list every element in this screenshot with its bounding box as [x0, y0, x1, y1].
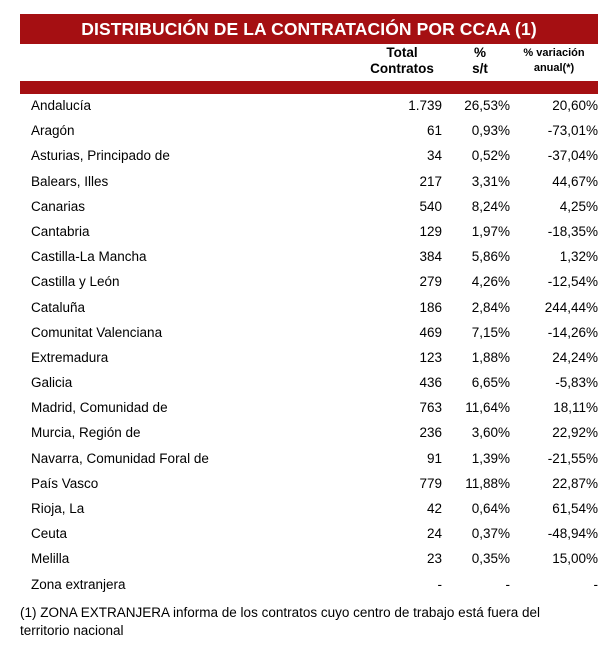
annual-variation: 24,24%: [552, 349, 598, 365]
region-name: Comunitat Valenciana: [31, 324, 163, 340]
total-contracts: 24: [426, 526, 442, 542]
total-contracts: 384: [419, 249, 442, 265]
region-name: Cantabria: [31, 223, 90, 239]
table-row: [20, 244, 598, 269]
annual-variation: 61,54%: [552, 501, 598, 516]
percent-share: 8,24%: [471, 198, 510, 214]
region-name: Balears, Illes: [31, 173, 109, 189]
region-name: Navarra, Comunidad Foral de: [31, 450, 209, 466]
annual-variation: -73,01%: [547, 123, 598, 139]
table-row: [20, 169, 598, 194]
region-name: Cataluña: [31, 299, 86, 315]
header-total-line1: Total: [386, 45, 418, 60]
percent-share: 0,37%: [471, 526, 510, 542]
region-name: País Vasco: [31, 475, 99, 491]
annual-variation: -5,83%: [555, 375, 598, 391]
table-row: [20, 320, 598, 345]
region-name: Castilla-La Mancha: [31, 249, 147, 265]
header-pct-line2: s/t: [472, 61, 488, 76]
region-name: Aragón: [31, 123, 75, 139]
total-contracts: 23: [426, 551, 442, 567]
percent-share: 5,86%: [471, 249, 510, 265]
region-name: Galicia: [31, 375, 73, 391]
annual-variation: 22,87%: [552, 475, 598, 491]
region-name: Extremadura: [31, 349, 109, 365]
annual-variation: 44,67%: [552, 173, 598, 189]
annual-variation: 1,32%: [559, 249, 598, 265]
region-name: Asturias, Principado de: [31, 148, 170, 164]
table-row: [20, 345, 598, 370]
annual-variation: -48,94%: [547, 526, 598, 542]
table-row: [20, 269, 598, 294]
table-row: [20, 420, 598, 445]
table-row: [20, 572, 598, 597]
total-contracts: -: [437, 576, 442, 592]
header-pct-line1: %: [473, 45, 486, 60]
percent-share: 0,93%: [471, 123, 510, 139]
percent-share: 11,64%: [465, 400, 510, 416]
table-row: [20, 446, 598, 471]
annual-variation: -21,55%: [547, 450, 598, 466]
annual-variation: -37,04%: [547, 148, 598, 164]
total-contracts: 279: [419, 274, 442, 290]
total-contracts: 42: [426, 501, 442, 516]
annual-variation: 244,44%: [544, 299, 598, 315]
percent-share: 3,60%: [471, 425, 510, 441]
table-title: DISTRIBUCIÓN DE LA CONTRATACIÓN POR CCAA (1): [20, 14, 598, 44]
percent-share: 0,52%: [471, 148, 510, 164]
total-contracts: 217: [419, 173, 442, 189]
annual-variation: 22,92%: [552, 425, 598, 441]
annual-variation: 20,60%: [552, 98, 598, 113]
percent-share: 6,65%: [471, 375, 510, 391]
table-row: [20, 219, 598, 244]
region-name: Madrid, Comunidad de: [31, 400, 168, 416]
header-total-line2: Contratos: [370, 61, 434, 76]
total-contracts: 469: [419, 324, 442, 340]
percent-share: 3,31%: [471, 173, 510, 189]
percent-share: 1,97%: [471, 223, 510, 239]
region-name: Canarias: [31, 198, 86, 214]
footnote: (1) ZONA EXTRANJERA informa de los contratos cuyo centro de trabajo está fuera del territorio nacional: [20, 605, 540, 638]
annual-variation: 18,11%: [553, 400, 598, 416]
percent-share: 26,53%: [464, 98, 510, 113]
table-row: [20, 93, 598, 118]
region-name: Rioja, La: [31, 501, 85, 516]
table-row: [20, 143, 598, 168]
header-annual-variation: [514, 46, 594, 76]
percent-share: 1,88%: [471, 349, 510, 365]
region-name: Zona extranjera: [31, 576, 126, 592]
total-contracts: 436: [419, 375, 442, 391]
annual-variation: -12,54%: [547, 274, 598, 290]
percent-share: 2,84%: [471, 299, 510, 315]
region-name: Andalucía: [31, 98, 92, 113]
total-contracts: 91: [426, 450, 442, 466]
annual-variation: 15,00%: [552, 551, 598, 567]
region-name: Castilla y León: [31, 274, 120, 290]
total-contracts: 129: [419, 223, 442, 239]
header-var-line2: anual(*): [533, 62, 575, 74]
total-contracts: 186: [419, 299, 442, 315]
region-table-body: [20, 93, 598, 597]
region-name: Melilla: [31, 551, 70, 567]
percent-share: 0,64%: [471, 501, 510, 516]
total-contracts: 1.739: [408, 98, 442, 113]
total-contracts: 779: [419, 475, 442, 491]
region-name: Murcia, Región de: [31, 425, 141, 441]
table-row: [20, 295, 598, 320]
table-row: [20, 118, 598, 143]
percent-share: 11,88%: [465, 475, 510, 491]
header-var-line1: % variación: [523, 47, 585, 59]
annual-variation: -14,26%: [547, 324, 598, 340]
annual-variation: -: [593, 576, 598, 592]
percent-share: 7,15%: [471, 324, 510, 340]
annual-variation: 4,25%: [559, 198, 598, 214]
header-total-contracts: [362, 45, 442, 77]
region-name: Ceuta: [31, 526, 68, 542]
percent-share: 0,35%: [471, 551, 510, 567]
table-row: [20, 521, 598, 546]
table-row: [20, 496, 598, 521]
total-contracts: 34: [426, 148, 442, 164]
percent-share: 1,39%: [471, 450, 510, 466]
percent-share: -: [505, 576, 510, 592]
total-contracts: 123: [419, 349, 442, 365]
total-contracts: 236: [419, 425, 442, 441]
header-percent-share: [460, 45, 500, 77]
total-contracts: 763: [419, 400, 442, 416]
table-row: [20, 194, 598, 219]
table-row: [20, 395, 598, 420]
total-contracts: 540: [419, 198, 442, 214]
total-contracts: 61: [426, 123, 442, 139]
table-row: [20, 471, 598, 496]
percent-share: 4,26%: [471, 274, 510, 290]
table-row: [20, 546, 598, 571]
annual-variation: -18,35%: [547, 223, 598, 239]
table-row: [20, 370, 598, 395]
